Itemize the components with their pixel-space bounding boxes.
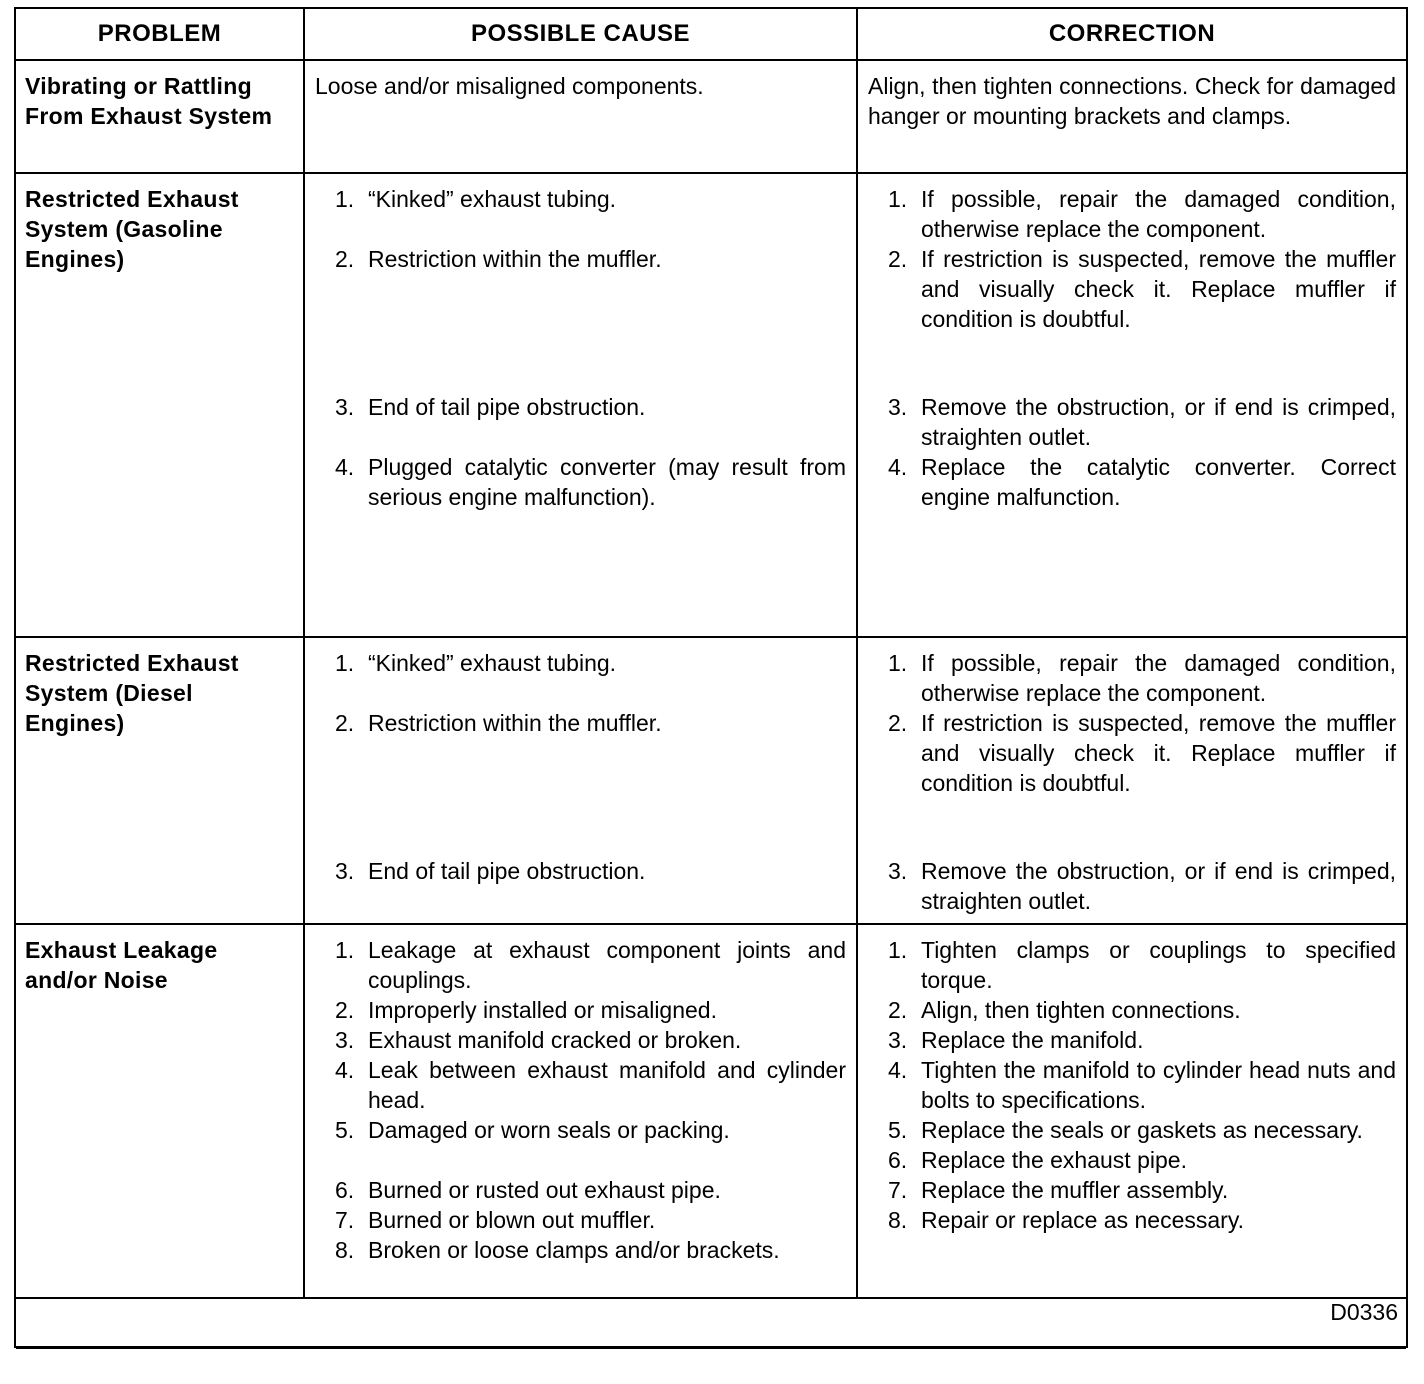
correction-cell — [857, 924, 1406, 1298]
correction-cell — [857, 173, 1406, 637]
cause-list — [335, 648, 846, 886]
item-number: 1. — [335, 937, 355, 963]
list-item — [335, 184, 846, 244]
list-item — [888, 392, 1396, 452]
item-text: Burned or blown out muffler. — [368, 1207, 656, 1233]
list-item — [888, 1115, 1396, 1145]
item-number: 3. — [888, 1027, 908, 1053]
problem-cell: Vibrating or Rattling From Exhaust System — [16, 60, 304, 173]
cause-cell — [304, 173, 857, 637]
cause-cell — [304, 924, 857, 1298]
item-number: 3. — [335, 394, 355, 420]
item-number: 5. — [335, 1117, 355, 1143]
item-number: 3. — [335, 858, 355, 884]
item-number: 3. — [335, 1027, 355, 1053]
correction-list — [888, 648, 1396, 916]
list-item — [888, 856, 1396, 916]
item-text: Broken or loose clamps and/or brackets. — [368, 1237, 780, 1263]
item-text: If possible, repair the damaged condition, otherwise replace the component. — [921, 650, 1396, 706]
item-text: End of tail pipe obstruction. — [368, 394, 646, 420]
item-number: 1. — [335, 186, 355, 212]
list-item — [888, 1145, 1396, 1175]
list-item — [888, 184, 1396, 244]
list-item — [888, 244, 1396, 392]
item-number: 8. — [335, 1237, 355, 1263]
item-number: 2. — [335, 997, 355, 1023]
footer-row — [16, 1298, 1406, 1348]
item-text: “Kinked” exhaust tubing. — [368, 650, 617, 676]
item-text: End of tail pipe obstruction. — [368, 858, 646, 884]
list-item — [335, 1025, 846, 1055]
list-item — [335, 648, 846, 708]
item-number: 2. — [335, 246, 355, 272]
header-possible-cause: POSSIBLE CAUSE — [304, 9, 857, 60]
cause-list — [335, 184, 846, 512]
item-text: Align, then tighten connections. — [921, 997, 1241, 1023]
table-row-vibrating — [16, 60, 1406, 173]
list-item — [335, 1055, 846, 1115]
correction-list — [888, 935, 1396, 1235]
item-number: 8. — [888, 1207, 908, 1233]
correction-cell — [857, 637, 1406, 924]
correction-cell: Align, then tighten connections. Check for damaged hanger or mounting brackets and clamps. — [857, 60, 1406, 173]
problem-cell: Exhaust Leakage and/or Noise — [16, 924, 304, 1298]
list-item — [335, 995, 846, 1025]
item-number: 5. — [888, 1117, 908, 1143]
header-row — [16, 9, 1406, 60]
list-item — [888, 935, 1396, 995]
item-text: Restriction within the muffler. — [368, 246, 662, 272]
item-text: Exhaust manifold cracked or broken. — [368, 1027, 742, 1053]
list-item — [888, 648, 1396, 708]
item-text: If possible, repair the damaged condition, otherwise replace the component. — [921, 186, 1396, 242]
item-number: 2. — [888, 710, 908, 736]
list-item — [888, 1175, 1396, 1205]
list-item — [335, 1205, 846, 1235]
list-item — [888, 1025, 1396, 1055]
troubleshooting-sheet — [14, 7, 1408, 1348]
document-code: D0336 — [16, 1298, 1406, 1348]
item-number: 3. — [888, 394, 908, 420]
item-number: 4. — [335, 1057, 355, 1083]
list-item — [888, 995, 1396, 1025]
item-text: Replace the seals or gaskets as necessary. — [921, 1117, 1363, 1143]
item-number: 2. — [888, 246, 908, 272]
item-text: Improperly installed or misaligned. — [368, 997, 717, 1023]
item-text: Leak between exhaust manifold and cylinder head. — [368, 1057, 846, 1113]
item-number: 2. — [335, 710, 355, 736]
item-number: 6. — [888, 1147, 908, 1173]
list-item — [335, 452, 846, 512]
list-item — [888, 1055, 1396, 1115]
header-correction: CORRECTION — [857, 9, 1406, 60]
item-text: Tighten the manifold to cylinder head nuts and bolts to specifications. — [921, 1057, 1396, 1113]
list-item — [335, 708, 846, 856]
item-number: 3. — [888, 858, 908, 884]
list-item — [888, 708, 1396, 856]
header-problem: PROBLEM — [16, 9, 304, 60]
item-text: Replace the manifold. — [921, 1027, 1144, 1053]
item-text: Repair or replace as necessary. — [921, 1207, 1244, 1233]
item-number: 1. — [888, 650, 908, 676]
item-number: 7. — [335, 1207, 355, 1233]
item-text: Restriction within the muffler. — [368, 710, 662, 736]
cause-cell: Loose and/or misaligned components. — [304, 60, 857, 173]
list-item — [335, 856, 846, 886]
item-text: Replace the muffler assembly. — [921, 1177, 1229, 1203]
item-number: 1. — [335, 650, 355, 676]
item-text: Remove the obstruction, or if end is crimped, straighten outlet. — [921, 394, 1396, 450]
table-row-restricted-diesel — [16, 637, 1406, 924]
list-item — [335, 1235, 846, 1265]
item-number: 1. — [888, 186, 908, 212]
item-text: Tighten clamps or couplings to specified torque. — [921, 937, 1396, 993]
item-text: Plugged catalytic converter (may result from serious engine malfunction). — [368, 454, 846, 510]
item-number: 2. — [888, 997, 908, 1023]
problem-cell: Restricted Exhaust System (Diesel Engines) — [16, 637, 304, 924]
list-item — [335, 935, 846, 995]
item-number: 7. — [888, 1177, 908, 1203]
item-text: Remove the obstruction, or if end is crimped, straighten outlet. — [921, 858, 1396, 914]
list-item — [335, 392, 846, 452]
item-number: 1. — [888, 937, 908, 963]
cause-list — [335, 935, 846, 1265]
item-text: “Kinked” exhaust tubing. — [368, 186, 617, 212]
table-row-exhaust-leakage — [16, 924, 1406, 1298]
list-item — [335, 244, 846, 392]
item-text: Replace the exhaust pipe. — [921, 1147, 1187, 1173]
item-text: Replace the catalytic converter. Correct engine malfunction. — [921, 454, 1396, 510]
correction-list — [888, 184, 1396, 512]
item-text: If restriction is suspected, remove the muffler and visually check it. Replace muffler if condition is doubtful. — [921, 710, 1396, 796]
item-number: 4. — [335, 454, 355, 480]
item-number: 4. — [888, 1057, 908, 1083]
item-text: If restriction is suspected, remove the muffler and visually check it. Replace muffler if condition is doubtful. — [921, 246, 1396, 332]
item-text: Burned or rusted out exhaust pipe. — [368, 1177, 721, 1203]
item-text: Damaged or worn seals or packing. — [368, 1117, 730, 1143]
cause-cell — [304, 637, 857, 924]
list-item — [335, 1115, 846, 1175]
list-item — [888, 452, 1396, 512]
table-row-restricted-gasoline — [16, 173, 1406, 637]
item-number: 6. — [335, 1177, 355, 1203]
list-item — [888, 1205, 1396, 1235]
problem-cell: Restricted Exhaust System (Gasoline Engines) — [16, 173, 304, 637]
item-text: Leakage at exhaust component joints and couplings. — [368, 937, 846, 993]
item-number: 4. — [888, 454, 908, 480]
list-item — [335, 1175, 846, 1205]
troubleshooting-table — [16, 9, 1406, 1349]
